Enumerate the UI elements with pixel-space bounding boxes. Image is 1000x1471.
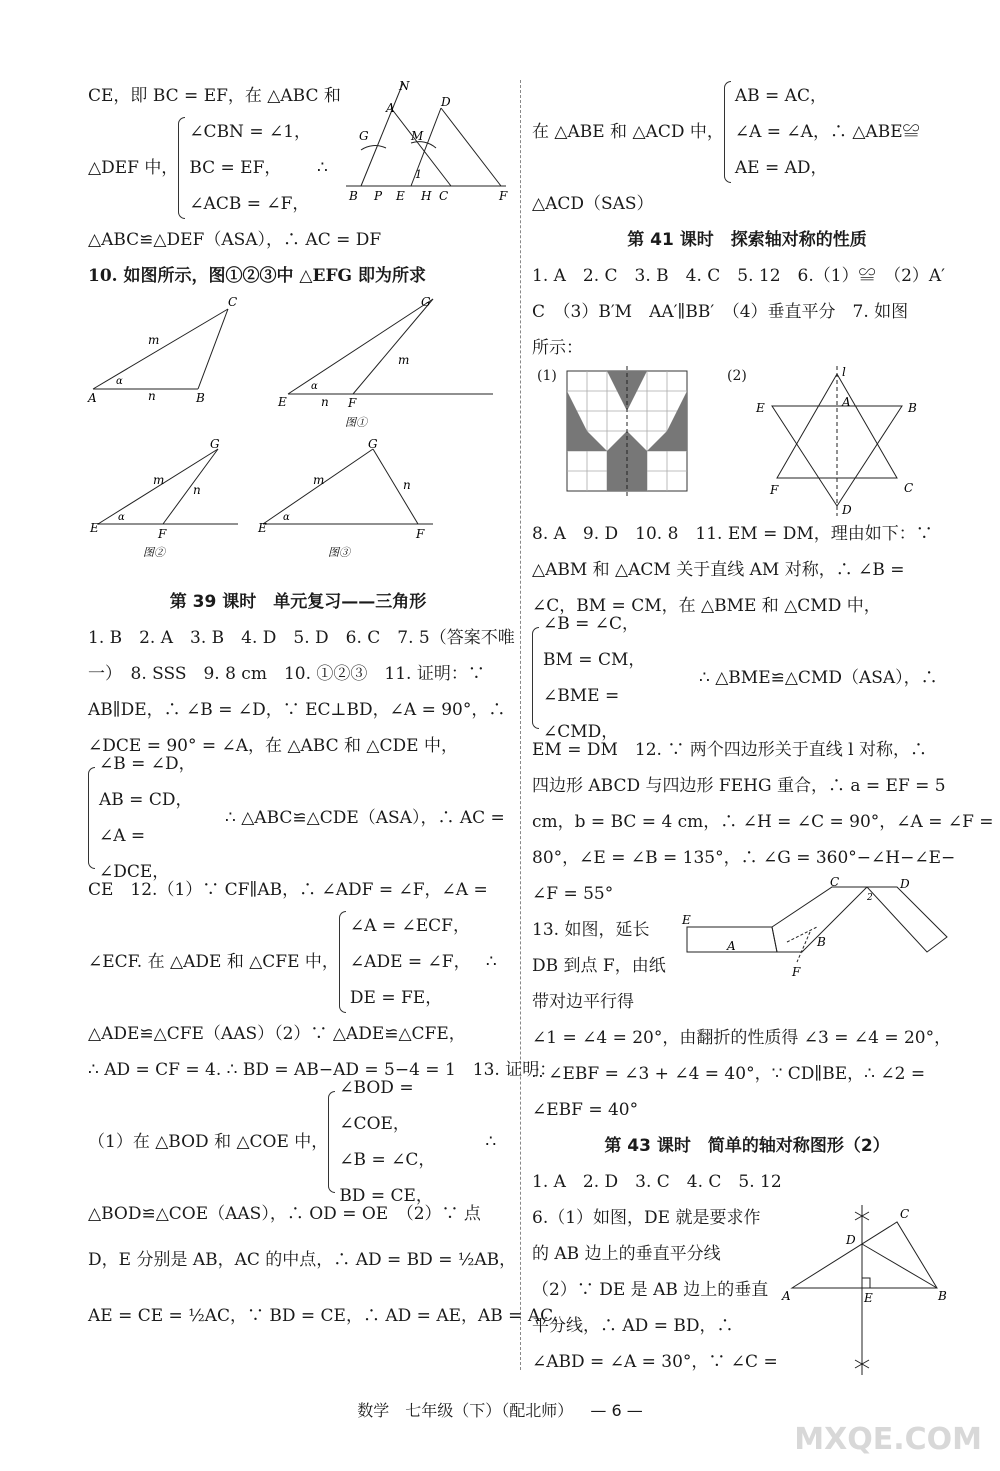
text-line: CE，即 BC = EF，在 △ABC 和 [88,86,341,106]
svg-text:B: B [348,189,358,203]
text-line: ∴ [485,952,497,972]
text-line: ∠F = 55° [532,884,614,904]
brace [178,117,185,219]
brace-item: BD = CE， [339,1186,433,1206]
text-line: AE = CE = ½AC，∵ BD = CE，∴ AD = AE，AB = AC， [88,1306,571,1326]
svg-text:F: F [770,483,779,497]
right-column [532,78,994,1380]
svg-text:G: G [368,437,378,451]
svg-text:D: D [440,95,451,109]
brace-item: DE = FE， [349,988,443,1008]
text-line: cm，b = BC = 4 cm，∴ ∠H = ∠C = 90°，∠A = ∠F = [532,812,994,832]
svg-text:B: B [938,1289,947,1303]
svg-text:l: l [842,365,846,379]
svg-text:C: C [438,189,449,203]
svg-text:G: G [421,295,431,309]
svg-text:D: D [842,503,852,517]
text-line: ∠1 = ∠4 = 20°，由翻折的性质得 ∠3 = ∠4 = 20°， [532,1028,952,1048]
svg-text:D: D [900,877,910,891]
text-line: △ACD（SAS） [532,194,654,214]
svg-text:C: C [900,1207,910,1221]
brace-group [88,1078,508,1206]
text-line: ∴ [485,1132,497,1152]
text-line: 一） 8. SSS 9. 8 cm 10. ①②③ 11. 证明：∵ [88,664,485,684]
svg-text:m: m [148,333,160,347]
q7-star-figure [742,366,942,516]
svg-text:M: M [410,129,424,143]
q7-figures [532,366,962,516]
svg-text:m: m [153,473,165,487]
svg-text:A: A [727,939,736,953]
q9-block [88,78,508,222]
left-column [88,78,571,1344]
brace-item: ∠BOD = ∠COE， [339,1078,414,1134]
brace-item: ∠CBN = ∠1， [189,122,312,142]
text-line: ∴ △BME≌△CMD（ASA），∴ [699,668,938,688]
svg-text:1: 1 [414,168,422,181]
footer-subject: 数学 七年级（下）（配北师） [357,1401,574,1420]
svg-text:E: E [682,913,691,927]
brace-item: ∠BME = ∠CMD， [543,686,620,742]
text-line: ∠EBF = 40° [532,1100,639,1120]
brace-item: BM = CM， [543,650,646,670]
svg-text:2: 2 [867,893,873,903]
brace-group [88,908,508,1016]
svg-text:F: F [158,527,167,541]
section-heading: 第 41 课时 探索轴对称的性质 [627,230,867,250]
text-line: ∠DCE = 90° = ∠A，在 △ABC 和 △CDE 中， [88,736,458,756]
brace-item: ∠B = ∠C， [543,614,640,634]
q10-given-figure [88,294,288,404]
svg-text:A: A [782,1289,791,1303]
brace-group [88,754,508,882]
text-line: ∴ △ABC≌△CDE（ASA），∴ AC = [225,808,505,828]
q10-figures [88,294,508,584]
text-line: CE 12.（1）∵ CF∥AB，∴ ∠ADF = ∠F，∠A = [88,880,488,900]
text-line: 8. A 9. D 10. 8 11. EM = DM，理由如下：∵ [532,524,933,544]
svg-text:C: C [830,875,840,889]
text-line: 在 △ABE 和 △ACD 中， [532,122,724,142]
text-line: （2）∵ DE 是 AB 边上的垂直 [532,1280,769,1300]
brace [88,767,95,869]
text-line: 四边形 ABCD 与四边形 FEHG 重合，∴ a = EF = 5 [532,776,946,796]
svg-text:m: m [398,353,410,367]
text-line: 13. 如图，延长 [532,920,650,940]
q6-block [532,1200,962,1380]
svg-text:E: E [90,521,99,535]
text-line: △ADE≌△CFE（AAS）（2）∵ △ADE≌△CFE， [88,1024,466,1044]
brace-item: AB = CD， [99,790,193,810]
text-line: ∠C，BM = CM，在 △BME 和 △CMD 中， [532,596,881,616]
text-line: △ABC≌△DEF（ASA），∴ AC = DF [88,230,382,250]
text-line: 1. A 2. D 3. C 4. C 5. 12 [532,1172,782,1192]
svg-text:H: H [420,189,432,203]
brace [328,1091,335,1193]
q9-brace-group [88,114,341,222]
svg-text:α: α [283,512,290,523]
q10-figure-2 [88,437,268,574]
svg-text:E: E [278,395,287,409]
svg-text:α: α [118,512,125,523]
brace-item: ∠ACB = ∠F， [189,194,310,214]
svg-text:n: n [193,483,201,497]
text-line: ∴ AD = CF = 4. ∴ BD = AB−AD = 5−4 = 1 13. 证明： [88,1060,557,1080]
svg-text:n: n [148,389,156,403]
text-line: 所示： [532,338,583,358]
brace [724,81,731,183]
text-line: 平分线，∴ AD = BD，∴ [532,1316,734,1336]
text-line: AB∥DE，∴ ∠B = ∠D，∵ EC⊥BD，∠A = 90°，∴ [88,700,506,720]
page-number: — 6 — [590,1401,643,1420]
text-line: 1. A 2. C 3. B 4. C 5. 12 6.（1）≌ （2）A′ [532,266,946,286]
text-line: △ABM 和 △ACM 关于直线 AM 对称，∴ ∠B = [532,560,905,580]
q10-figure-1 [273,294,503,444]
brace-group [532,614,962,742]
brace [339,911,346,1013]
brace-item: ∠A = ∠ECF， [349,916,470,936]
svg-text:G: G [358,129,369,143]
svg-text:B: B [908,401,917,415]
brace-item: ∠A = ∠DCE， [99,826,170,882]
svg-text:A: A [88,391,97,405]
text-line: D，E 分别是 AB，AC 的中点，∴ AD = BD = ½AB， [88,1250,517,1270]
text-line: DB 到点 F，由纸 [532,956,666,976]
brace-item: ∠ADE = ∠F， [349,952,471,972]
svg-text:B: B [817,935,826,949]
svg-text:A: A [842,395,851,409]
text-line: ∴ [317,158,328,178]
svg-text:D: D [846,1233,856,1247]
fig1-label: 图① [345,416,367,429]
text-line: 6.（1）如图，DE 就是要求作 [532,1208,761,1228]
text-line: ∠ECF. 在 △ADE 和 △CFE 中， [88,952,339,972]
svg-text:G: G [210,437,220,451]
svg-text:A: A [385,101,395,115]
svg-text:n: n [403,478,411,492]
svg-text:E: E [864,1291,873,1305]
fig2-label: 图② [143,546,165,559]
svg-text:C: C [228,295,238,309]
svg-text:n: n [321,395,329,409]
text-line: （1）在 △BOD 和 △COE 中， [88,1132,329,1152]
text-line: ∠ABD = ∠A = 30°，∵ ∠C = [532,1352,778,1372]
text-line: C （3）B′M AA′∥BB′ （4）垂直平分 7. 如图 [532,302,909,322]
svg-text:B: B [196,391,205,405]
column-divider [520,80,522,1370]
svg-text:C: C [904,481,914,495]
svg-text:α: α [311,381,318,392]
brace-item: AB = AC， [734,86,827,106]
svg-text:P: P [373,189,382,203]
svg-text:E: E [395,189,405,203]
fig-label: (2) [727,368,747,384]
text-line: 的 AB 边上的垂直平分线 [532,1244,721,1264]
text-line: 带对边平行得 [532,992,634,1012]
fig3-label: 图③ [328,546,350,559]
fig-label: (1) [537,368,557,384]
brace-item: ∠B = ∠C， [339,1150,436,1170]
brace-item: ∠A = ∠A，∴ △ABE≌ [734,122,920,142]
svg-text:E: E [258,521,267,535]
text-line: 80°，∠E = ∠B = 135°，∴ ∠G = 360°−∠H−∠E− [532,848,956,868]
q13-figure [682,875,962,997]
text-line: EM = DM 12. ∵ 两个四边形关于直线 l 对称，∴ [532,740,927,760]
watermark: MXQE.COM [794,1422,982,1457]
q10-text: 10. 如图所示，图①②③中 △EFG 即为所求 [88,266,426,286]
svg-text:E: E [756,401,765,415]
text-line: △DEF 中， [88,158,179,178]
text-line: 1. B 2. A 3. B 4. D 5. D 6. C 7. 5（答案不唯 [88,628,515,648]
brace [532,627,539,729]
brace-item: ∠B = ∠D， [99,754,196,774]
page-footer [0,1398,1000,1421]
brace-item: AE = AD， [734,158,828,178]
svg-text:F: F [498,189,508,203]
q6-figure [782,1200,962,1380]
section-heading: 第 43 课时 简单的轴对称图形（2） [604,1136,890,1156]
brace-group [532,78,962,186]
svg-text:N: N [398,79,410,93]
q10-figure-3 [258,437,458,574]
svg-text:m: m [313,473,325,487]
brace-item: BC = EF， [189,158,282,178]
svg-text:F: F [416,527,425,541]
section-heading: 第 39 课时 单元复习——三角形 [169,592,427,612]
svg-text:F: F [348,396,357,410]
q7-grid-figure [562,366,692,496]
text-line: ∴ ∠EBF = ∠3 + ∠4 = 40°，∵ CD∥BE，∴ ∠2 = [532,1064,926,1084]
text-line: △BOD≌△COE（AAS），∴ OD = OE （2）∵ 点 [88,1204,481,1224]
svg-text:F: F [792,965,801,979]
svg-text:α: α [116,376,123,387]
q9-figure [341,78,511,203]
